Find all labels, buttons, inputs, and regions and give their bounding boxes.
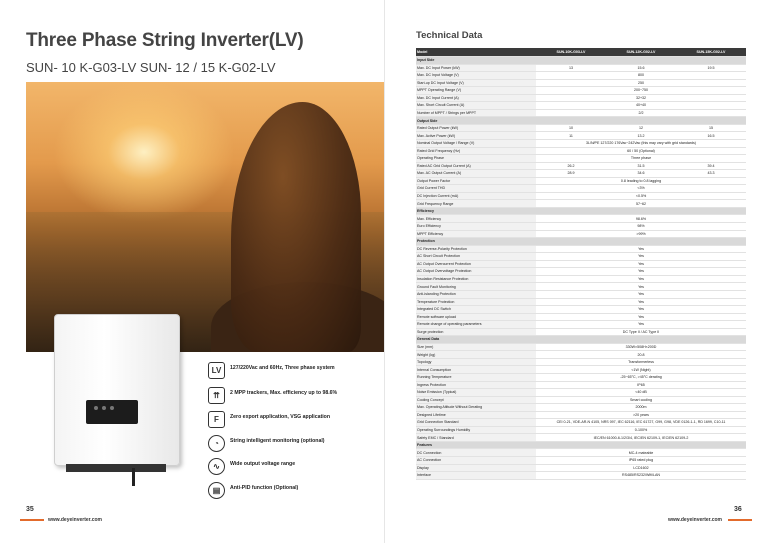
row-value: Yes — [536, 290, 746, 298]
table-row — [416, 132, 746, 140]
table-header-row — [416, 48, 746, 57]
section-row — [416, 57, 746, 65]
table-row — [416, 79, 746, 87]
table-row — [416, 343, 746, 351]
feature-item — [208, 387, 383, 407]
row-value: IEC/EN 61000-6-1/2/3/4, IEC/EN 62109-1, IEC/EN 62109-2 — [536, 434, 746, 442]
section-label: Efficiency — [416, 207, 746, 215]
row-label: Operating Surroundings Humidity — [416, 426, 536, 434]
row-label: Start-up DC Input Voltage (V) — [416, 79, 536, 87]
row-label: Euro Efficiency — [416, 223, 536, 231]
row-value: 32+32 — [536, 94, 746, 102]
table-row — [416, 381, 746, 389]
row-label: Insulation Resistance Protection — [416, 275, 536, 283]
table-row — [416, 72, 746, 80]
header-cell: Model — [416, 48, 536, 57]
row-label: Ingress Protection — [416, 381, 536, 389]
row-value: <40 dB — [536, 389, 746, 397]
row-label: Integrated DC Switch — [416, 306, 536, 314]
table-row — [416, 419, 746, 427]
feature-text: String intelligent monitoring (optional) — [230, 438, 325, 444]
section-row — [416, 336, 746, 344]
feature-item — [208, 482, 383, 502]
row-value: 19.5 — [676, 64, 746, 72]
website-link-left[interactable]: www.deyeinverter.com — [48, 517, 103, 523]
row-value: 10 — [536, 124, 606, 132]
page-title: Three Phase String Inverter(LV) — [26, 30, 304, 51]
accent-bar-left — [20, 519, 44, 521]
section-row — [416, 441, 746, 449]
row-label: AC Connection — [416, 456, 536, 464]
row-label: Safety EMC / Standard — [416, 434, 536, 442]
row-label: Remote change of operating parameters — [416, 321, 536, 329]
table-row — [416, 298, 746, 306]
inverter-display — [86, 400, 138, 424]
section-row — [416, 207, 746, 215]
feature-text: Zero export application, VSG application — [230, 414, 331, 420]
row-label: MPPT Efficiency — [416, 230, 536, 238]
row-label: Rated AC Grid Output Current (A) — [416, 162, 536, 170]
table-row — [416, 185, 746, 193]
table-row — [416, 215, 746, 223]
website-link-right[interactable]: www.deyeinverter.com — [668, 517, 723, 523]
row-label: Grid Connection Standard — [416, 419, 536, 427]
feature-item — [208, 362, 383, 382]
accent-bar-right — [728, 519, 752, 521]
row-label: Designed Lifetime — [416, 411, 536, 419]
row-label: MPPT Operating Range (V) — [416, 87, 536, 95]
inverter-body — [54, 314, 180, 466]
inverter-led — [102, 406, 106, 410]
table-row — [416, 102, 746, 110]
row-label: Rated Grid Frequency (Hz) — [416, 147, 536, 155]
header-cell: SUN-15K-G02-LV — [676, 48, 746, 57]
table-row — [416, 313, 746, 321]
row-value: <3% — [536, 185, 746, 193]
row-value: Yes — [536, 245, 746, 253]
table-row — [416, 351, 746, 359]
row-label: Grid Current THD — [416, 185, 536, 193]
row-value: 2/2 — [536, 109, 746, 117]
header-cell: SUN-10K-G03-LV — [536, 48, 606, 57]
voltage-wave-icon: ∿ — [208, 458, 225, 475]
row-value: 0.8 leading to 0.8 lagging — [536, 177, 746, 185]
row-value: 98% — [536, 223, 746, 231]
table-row — [416, 260, 746, 268]
row-value: 11 — [536, 132, 606, 140]
row-label: Max. DC Input Power (kW) — [416, 64, 536, 72]
table-row — [416, 268, 746, 276]
table-row — [416, 404, 746, 412]
row-value: Yes — [536, 260, 746, 268]
row-label: Remote software upload — [416, 313, 536, 321]
row-value: 2000m — [536, 404, 746, 412]
row-label: Max. AC Output Current (A) — [416, 170, 536, 178]
row-label: Max. Active Power (kW) — [416, 132, 536, 140]
monitoring-icon: ◔ — [208, 435, 225, 452]
row-value: MC-4 mateable — [536, 449, 746, 457]
table-row — [416, 396, 746, 404]
row-value: 330W×508H×200D — [536, 343, 746, 351]
row-value: 13 — [536, 64, 606, 72]
row-value: 28.9 — [536, 170, 606, 178]
inverter-connectors — [66, 464, 166, 472]
row-label: Rated Output Power (kW) — [416, 124, 536, 132]
row-label: Cooling Concept — [416, 396, 536, 404]
photo-hair — [231, 102, 361, 352]
table-row — [416, 411, 746, 419]
row-label: Max. Short Circuit Current (A) — [416, 102, 536, 110]
inverter-led — [110, 406, 114, 410]
row-label: Display — [416, 464, 536, 472]
row-value: Yes — [536, 253, 746, 261]
row-value: -25~65°C, >45°C derating — [536, 373, 746, 381]
row-value: IP65 — [536, 381, 746, 389]
section-label: Output Side — [416, 117, 746, 125]
technical-data-title: Technical Data — [416, 30, 483, 41]
table-row — [416, 64, 746, 72]
row-value: 57~62 — [536, 200, 746, 208]
page-number-left: 35 — [26, 506, 34, 513]
table-row — [416, 162, 746, 170]
table-row — [416, 223, 746, 231]
row-label: Max. Efficiency — [416, 215, 536, 223]
inverter-cable — [132, 468, 135, 486]
table-row — [416, 109, 746, 117]
table-row — [416, 290, 746, 298]
row-label: AC Short Circuit Protection — [416, 253, 536, 261]
row-label: AC Output Overcurrent Protection — [416, 260, 536, 268]
feature-item — [208, 411, 383, 431]
table-row — [416, 245, 746, 253]
row-label: DC Connection — [416, 449, 536, 457]
row-value: 20.8 — [536, 351, 746, 359]
row-value: Yes — [536, 268, 746, 276]
row-value: 31.5 — [606, 162, 676, 170]
mppt-icon: ⇈ — [208, 387, 225, 404]
table-row — [416, 87, 746, 95]
table-row — [416, 472, 746, 480]
spec-table — [416, 48, 746, 480]
row-value: 800 — [536, 72, 746, 80]
table-row — [416, 464, 746, 472]
row-label: Interface — [416, 472, 536, 480]
table-row — [416, 275, 746, 283]
row-label: Topology — [416, 358, 536, 366]
row-value: Yes — [536, 306, 746, 314]
table-row — [416, 358, 746, 366]
row-value: 60 / 50 (Optional) — [536, 147, 746, 155]
section-row — [416, 238, 746, 246]
row-value: 200~750 — [536, 87, 746, 95]
row-value: Transformerless — [536, 358, 746, 366]
row-value: 13.2 — [606, 132, 676, 140]
row-value: Yes — [536, 283, 746, 291]
page-divider — [384, 0, 385, 543]
table-row — [416, 373, 746, 381]
row-value: IP65 rated plug — [536, 456, 746, 464]
table-row — [416, 230, 746, 238]
table-row — [416, 449, 746, 457]
row-value: <1W (Night) — [536, 366, 746, 374]
row-label: Output Power Factor — [416, 177, 536, 185]
row-label: DC Injection Current (mA) — [416, 192, 536, 200]
row-value: Yes — [536, 321, 746, 329]
table-row — [416, 140, 746, 148]
row-value: >20 years — [536, 411, 746, 419]
anti-pid-icon: ▤ — [208, 482, 225, 499]
row-value: 15.6 — [606, 64, 676, 72]
row-value: 98.6% — [536, 215, 746, 223]
table-row — [416, 389, 746, 397]
row-value: 3L/N/PE 127/220 176Vac~242Vac (this may vary with grid standards) — [536, 140, 746, 148]
row-value: Three phase — [536, 155, 746, 163]
row-label: DC Reverse-Polarity Protection — [416, 245, 536, 253]
row-value: 0-100% — [536, 426, 746, 434]
feature-item — [208, 458, 383, 478]
row-label: Max. Operating Altitude Without Derating — [416, 404, 536, 412]
row-value: Yes — [536, 313, 746, 321]
table-row — [416, 283, 746, 291]
feature-text: 127/220Vac and 60Hz, Three phase system — [230, 365, 335, 371]
feature-text: Wide output voltage range — [230, 461, 296, 467]
row-label: Ground Fault Monitoring — [416, 283, 536, 291]
section-label: Input Side — [416, 57, 746, 65]
row-label: Nominal Output Voltage / Range (V) — [416, 140, 536, 148]
table-row — [416, 328, 746, 336]
section-label: Protection — [416, 238, 746, 246]
row-value: Yes — [536, 275, 746, 283]
page-number-right: 36 — [734, 506, 742, 513]
table-row — [416, 124, 746, 132]
section-label: General Data — [416, 336, 746, 344]
table-row — [416, 366, 746, 374]
row-value: 12 — [606, 124, 676, 132]
row-value: 43.3 — [676, 170, 746, 178]
inverter-led — [94, 406, 98, 410]
table-row — [416, 253, 746, 261]
row-label: Max. DC Input Voltage (V) — [416, 72, 536, 80]
table-row — [416, 94, 746, 102]
header-cell: SUN-12K-G02-LV — [606, 48, 676, 57]
row-label: Surge protection — [416, 328, 536, 336]
row-label: AC Output Overvoltage Protection — [416, 268, 536, 276]
row-value: <0.5% — [536, 192, 746, 200]
feature-text: 2 MPP trackers, Max. efficiency up to 98.6% — [230, 390, 338, 396]
row-value: 250 — [536, 79, 746, 87]
table-row — [416, 321, 746, 329]
row-value: 40+40 — [536, 102, 746, 110]
row-label: Weight (kg) — [416, 351, 536, 359]
table-row — [416, 306, 746, 314]
row-label: Running Temperature — [416, 373, 536, 381]
feature-text: Anti-PID function (Optional) — [230, 485, 299, 491]
row-label: Temperature Protection — [416, 298, 536, 306]
table-row — [416, 192, 746, 200]
row-value: CEI 0-21, VDE-AR-N 4105, NRS 097, IEC 62116, IEC 61727, G99, G98, VDE 0126-1-1, RD 1699, C10-11 — [536, 419, 746, 427]
row-label: Internal Consumption — [416, 366, 536, 374]
row-value: >99% — [536, 230, 746, 238]
table-row — [416, 170, 746, 178]
feature-item — [208, 435, 383, 455]
row-value: Yes — [536, 298, 746, 306]
row-value: 15 — [676, 124, 746, 132]
row-value: 26.2 — [536, 162, 606, 170]
row-value: 16.5 — [676, 132, 746, 140]
row-label: Max. DC Input Current (A) — [416, 94, 536, 102]
table-row — [416, 147, 746, 155]
zero-export-icon: F — [208, 411, 225, 428]
row-value: RS485/RS232/Wifi/LAN — [536, 472, 746, 480]
row-label: Grid Frequency Range — [416, 200, 536, 208]
row-value: 34.6 — [606, 170, 676, 178]
row-label: Operating Phase — [416, 155, 536, 163]
row-value: Smart cooling — [536, 396, 746, 404]
row-value: 39.4 — [676, 162, 746, 170]
section-row — [416, 117, 746, 125]
row-value: DC Type II / AC Type II — [536, 328, 746, 336]
section-label: Features — [416, 441, 746, 449]
row-label: Number of MPPT / Strings per MPPT — [416, 109, 536, 117]
inverter-product-image — [40, 308, 190, 478]
model-list: SUN- 10 K-G03-LV SUN- 12 / 15 K-G02-LV — [26, 60, 276, 75]
lv-icon: LV — [208, 362, 225, 379]
row-label: Noise Emission (Typical) — [416, 389, 536, 397]
table-row — [416, 155, 746, 163]
row-label: Size (mm) — [416, 343, 536, 351]
table-row — [416, 456, 746, 464]
row-value: LCD1602 — [536, 464, 746, 472]
table-row — [416, 200, 746, 208]
row-label: Anti-islanding Protection — [416, 290, 536, 298]
table-row — [416, 426, 746, 434]
table-row — [416, 434, 746, 442]
table-row — [416, 177, 746, 185]
